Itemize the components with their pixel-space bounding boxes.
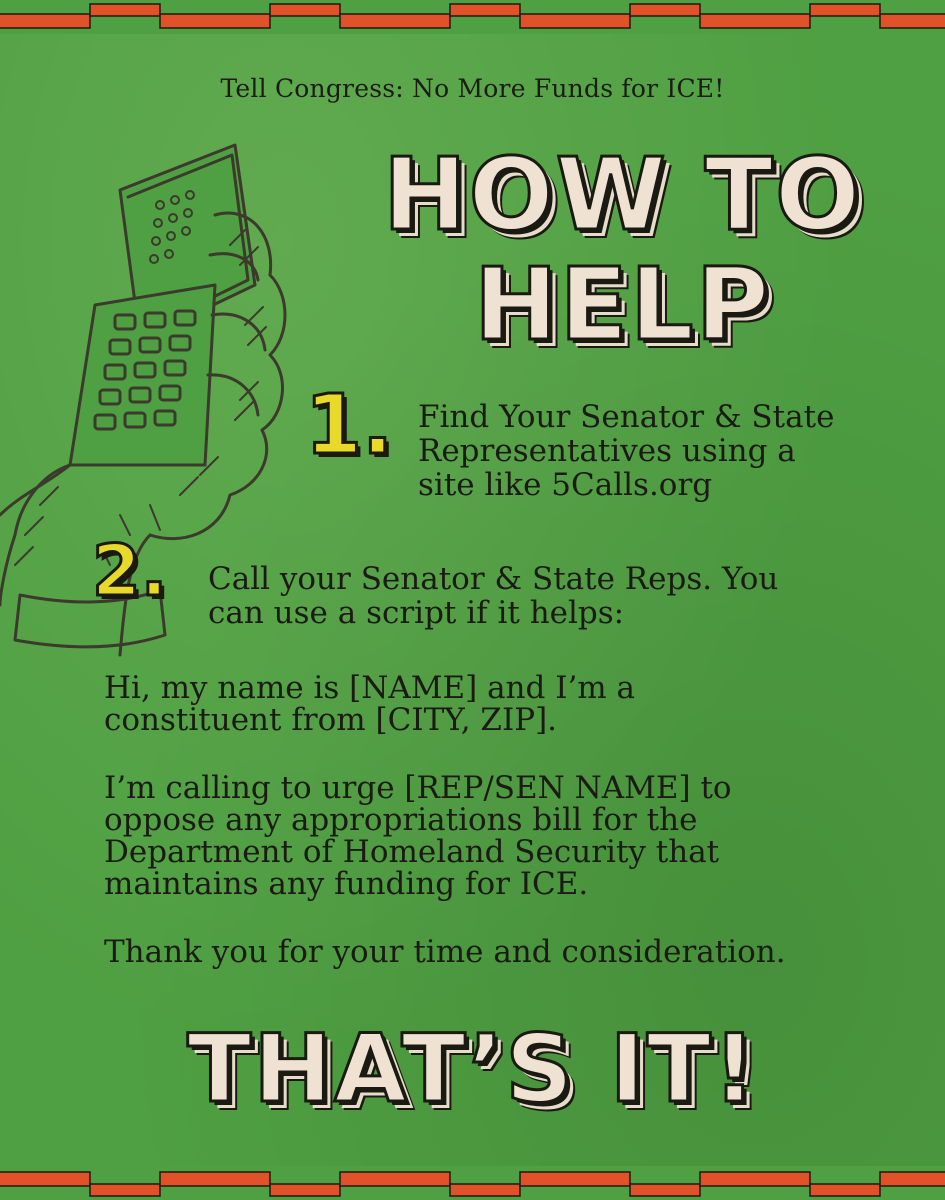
step-1-number: 1. — [305, 378, 394, 473]
headline-how-to: HOW TO — [382, 136, 863, 253]
call-script — [104, 672, 904, 1004]
closing-thats-it: THAT’S IT! — [187, 1015, 758, 1124]
step-2-number: 2. — [92, 530, 168, 612]
script-paragraph-thanks: Thank you for your time and consideration. — [104, 934, 786, 970]
script-paragraph-intro: Hi, my name is [NAME] and I’m a constituent from [CITY, ZIP]. — [104, 670, 636, 738]
tagline: Tell Congress: No More Funds for ICE! — [220, 74, 725, 103]
top-border — [0, 0, 945, 34]
script-paragraph-request: I’m calling to urge [REP/SEN NAME] to oppose any appropriations bill for the Department of Homeland Security that maintains any funding for ICE. — [104, 770, 732, 902]
bottom-border — [0, 1166, 945, 1200]
headline-help: HELP — [473, 246, 771, 363]
step-1-text: Find Your Senator & State Representatives using a site like 5Calls.org — [418, 399, 835, 503]
step-2-text: Call your Senator & State Reps. You can use a script if it helps: — [208, 561, 779, 631]
